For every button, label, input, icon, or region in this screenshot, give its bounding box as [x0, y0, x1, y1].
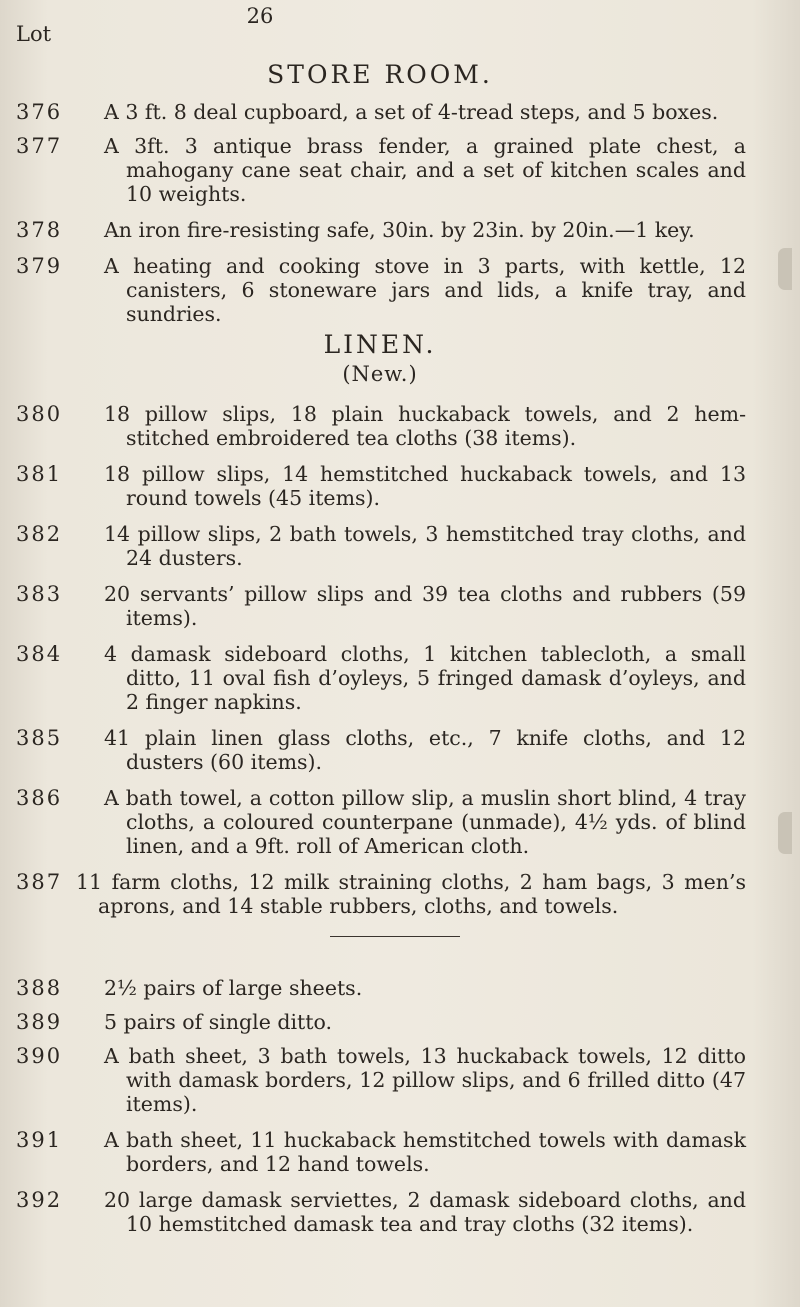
lot-number: 383 [16, 582, 63, 606]
lot-entry [16, 218, 746, 242]
lot-description: 18 pillow slips, 18 plain huckaback towels, and 2 hem-stitched embroidered tea cloths (38 items). [104, 402, 746, 450]
lot-number: 380 [16, 402, 63, 426]
lot-number: 391 [16, 1128, 63, 1152]
lot-description: A 3 ft. 8 deal cupboard, a set of 4-tread steps, and 5 boxes. [104, 100, 719, 124]
lot-entry [16, 1010, 746, 1034]
lot-description: 41 plain linen glass cloths, etc., 7 knife cloths, and 12 dusters (60 items). [104, 726, 746, 774]
lot-number: 389 [16, 1010, 63, 1034]
lot-description: 5 pairs of single ditto. [104, 1010, 333, 1034]
lot-entry [16, 642, 746, 714]
lot-description: 4 damask sideboard cloths, 1 kitchen tablecloth, a small ditto, 11 oval fish d’oyleys, 5 fringed damask d’oyleys, and 2 finger napkins. [104, 642, 746, 714]
lot-description: 14 pillow slips, 2 bath towels, 3 hemstitched tray cloths, and 24 dusters. [104, 522, 746, 570]
lot-entry [16, 582, 746, 630]
lot-entry [16, 254, 746, 326]
page-edge-mark [778, 812, 792, 854]
lot-number: 379 [16, 254, 63, 278]
lot-description: A bath sheet, 3 bath towels, 13 huckaback towels, 12 ditto with damask borders, 12 pillow slips, and 6 frilled ditto (47 items). [104, 1044, 746, 1116]
lot-entry [16, 1128, 746, 1176]
section-heading-linen: LINEN. [323, 330, 437, 359]
lot-entry [16, 976, 746, 1000]
lot-number: 385 [16, 726, 63, 750]
section-heading-store-room: STORE ROOM. [267, 60, 493, 89]
lot-column-heading: Lot [16, 22, 52, 46]
lot-entry [16, 870, 746, 918]
lot-number: 387 [16, 870, 63, 894]
lot-entry [16, 1188, 746, 1236]
lot-number: 384 [16, 642, 63, 666]
lot-number: 392 [16, 1188, 63, 1212]
lot-entry [16, 134, 746, 206]
lot-entry [16, 726, 746, 774]
page-edge-mark [778, 248, 792, 290]
lot-description: An iron fire-resisting safe, 30in. by 23in. by 20in.—1 key. [104, 218, 695, 242]
lot-number: 382 [16, 522, 63, 546]
lot-description: 11 farm cloths, 12 milk straining cloths, 2 ham bags, 3 men’s aprons, and 14 stable rubbers, cloths, and towels. [76, 870, 746, 918]
lot-entry [16, 522, 746, 570]
lot-number: 388 [16, 976, 63, 1000]
page-number: 26 [246, 4, 274, 28]
lot-entry [16, 100, 746, 124]
lot-description: A bath sheet, 11 huckaback hemstitched towels with damask borders, and 12 hand towels. [104, 1128, 746, 1176]
lot-description: A 3ft. 3 antique brass fender, a grained plate chest, a mahogany cane seat chair, and a set of kitchen scales and 10 weights. [104, 134, 746, 206]
lot-entry [16, 786, 746, 858]
lot-description: A heating and cooking stove in 3 parts, with kettle, 12 canisters, 6 stoneware jars and lids, a knife tray, and sundries. [104, 254, 746, 326]
section-divider [330, 936, 460, 937]
lot-number: 377 [16, 134, 63, 158]
lot-description: 18 pillow slips, 14 hemstitched huckaback towels, and 13 round towels (45 items). [104, 462, 746, 510]
lot-description: A bath towel, a cotton pillow slip, a muslin short blind, 4 tray cloths, a coloured counterpane (unmade), 4½ yds. of blind linen, and a 9ft. roll of American cloth. [104, 786, 746, 858]
lot-entry [16, 402, 746, 450]
lot-number: 376 [16, 100, 63, 124]
lot-number: 381 [16, 462, 63, 486]
lot-entry [16, 462, 746, 510]
lot-description: 20 large damask serviettes, 2 damask sideboard cloths, and 10 hemstitched damask tea and tray cloths (32 items). [104, 1188, 746, 1236]
lot-description: 2½ pairs of large sheets. [104, 976, 363, 1000]
lot-description: 20 servants’ pillow slips and 39 tea cloths and rubbers (59 items). [104, 582, 746, 630]
section-subheading: (New.) [342, 362, 418, 386]
lot-number: 386 [16, 786, 63, 810]
lot-number: 390 [16, 1044, 63, 1068]
lot-number: 378 [16, 218, 63, 242]
lot-entry [16, 1044, 746, 1116]
